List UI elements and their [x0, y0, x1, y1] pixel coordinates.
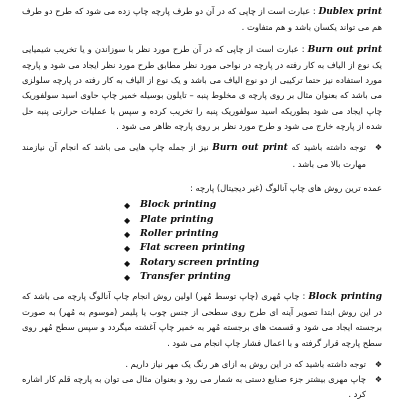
note-suffix: نیز از جمله چاپ هایی می باشد که انجام آن نیازمند مهارت بالا می باشد . [22, 142, 366, 169]
spacer [22, 172, 382, 178]
term-burn-out-print: Burn out print [307, 44, 383, 55]
burn-out-print-definition: : عبارت است از چاپی که در آن طرح مورد نظر با سوزاندن و یا تخریب شیمیایی یک نوع از الیاف به کار رفته در پارچه در نواحی مورد نظر مطابق طرح مورد نظر ایجاد می شود و پارچه مورد استفاده نیز حتما ترکیبی از دو نوع الیاف می باشد و یک نوع از الیاف به کار رفته در پارچه سلولزی می باشد که بعنوان مثال بر روی پارچه ی مخلوط پنبه – تایلون بوسیله خمیر چاپ حاوی اسید سولفوریک چاپ ایجاد می شود بطوریکه اسید سولفوریک پنبه را تخریب کرده و سپس با عملیات حرارتی پنبه حل شده از پارچه خارج می شود و طرح مورد نظر بر روی پارچه ظاهر می شود . [22, 43, 382, 132]
term-block-printing: Block printing [308, 291, 382, 302]
list-item-rotary-screen-printing: ◆ Rotary screen printing [124, 256, 280, 270]
term-dublex-print: Dublex print [318, 7, 382, 17]
note-prefix: توجه داشته باشید که [287, 142, 366, 153]
list-item-block-printing: ◆ Block printing [124, 198, 280, 212]
list-item-roller-printing: ◆ Roller printing [124, 227, 280, 241]
note-handicraft: ❖ چاپ مهری بیشتر جزء صنایع دستی به شمار می رود و بعنوان مثال می توان به پارچه قلم کار اشاره کرد . [22, 372, 382, 403]
term-burn-out-print-note: Burn out print [212, 143, 288, 154]
list-item-plate-printing: ◆ Plate printing [124, 213, 280, 227]
note-burn-out-skill [22, 140, 382, 172]
printing-methods-list [22, 198, 382, 284]
note-one-stamp-per-color: ❖ توجه داشته باشید که در این روش به ازای هر رنگ یک مهر نیاز داریم . [22, 357, 382, 372]
block-printing-definition: : چاپ مُهری (چاپ توسط مُهر) اولین روش انجام چاپ آنالوگ پارچه می باشد که در این روش ابتدا تصویر آینه ای طرح روی سطحی از جنس چوب یا پلیمر (موسوم به مُهر) به صورت برجسته ایجاد می شود و قسمت های برجسته مُهر به خمیر چاپ آغشته میگردد و سپس سطح مُهر روی سطح پارچه قرار گرفته و با اعمال فشار چاپ انجام می شود . [22, 290, 382, 348]
methods-heading: عمده ترین روش های چاپ آنالوگ (غیر دیجیتال) پارچه : [190, 182, 382, 193]
paragraph-block-printing [22, 289, 382, 351]
list-item-flat-screen-printing: ◆ Flat screen printing [124, 241, 280, 255]
paragraph-burn-out-print [22, 42, 382, 135]
paragraph-dublex-print [22, 4, 382, 36]
dublex-print-definition: : عبارت است از چاپی که در آن دو طرف پارچه چاپ زده می شود که طرح دو طرف هم می تواند یکسان باشد و هم متفاوت . [22, 6, 382, 33]
list-item-transfer-printing: ◆ Transfer printing [124, 270, 280, 284]
